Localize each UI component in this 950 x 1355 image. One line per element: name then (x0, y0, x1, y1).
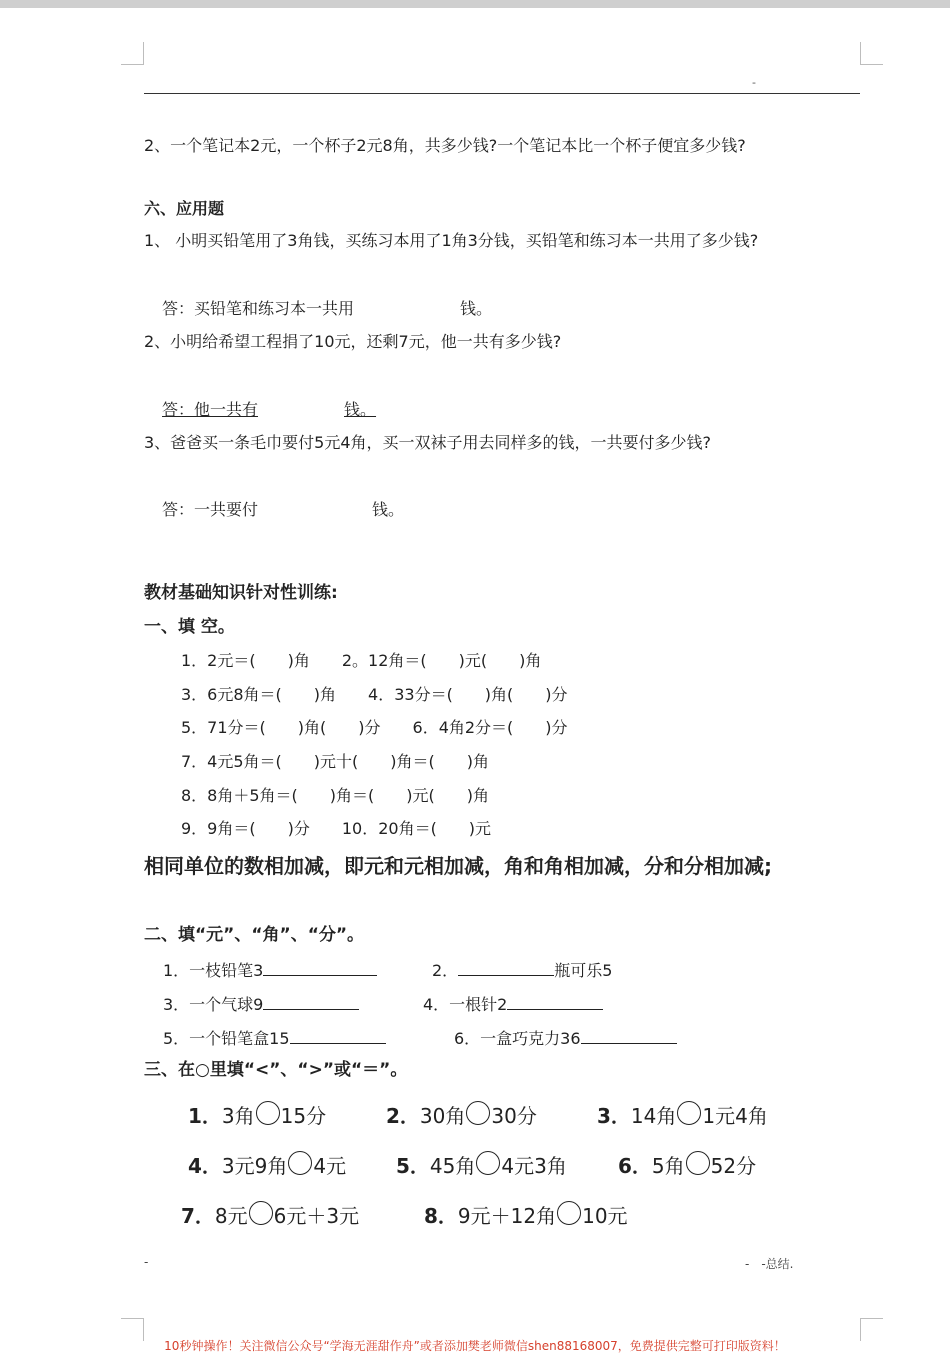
section6-answer-3 (162, 500, 404, 520)
compare-item-1: 1．3角 15分 (188, 1101, 326, 1129)
crop-mark-top-left (121, 42, 144, 65)
answer-3-prefix: 答：一共要付 (162, 500, 259, 519)
compare-circle[interactable] (249, 1201, 273, 1225)
fill-item-row: 5．71分＝( )角( )分 6．4角2分＝( )分 (181, 718, 568, 737)
compare-circle[interactable] (557, 1201, 581, 1225)
fill-item-row: 7．4元5角＝( )元十( )角＝( )角 (181, 752, 489, 771)
compare-circle[interactable] (256, 1101, 280, 1125)
crop-mark-top-right (860, 42, 883, 65)
compare-item-5: 5．45角 4元3角 (396, 1151, 567, 1179)
fill-item-row: 8．8角＋5角＝( )角＝( )元( )角 (181, 786, 489, 805)
rule-statement: 相同单位的数相加减，即元和元相加减，角和角相加减，分和分相加减; (144, 854, 772, 878)
compare-item-8: 8．9元＋12角 10元 (424, 1201, 628, 1229)
footer-left-mark: - (144, 1255, 149, 1269)
promo-banner: 10秒钟操作！关注微信公众号“学海无涯甜作舟”或者添加樊老师微信shen88168007，免费提供完整可打印版资料！ (164, 1339, 786, 1353)
part2-item-2: 2． 瓶可乐5 (432, 961, 613, 980)
blank-line (263, 959, 377, 976)
part2-item-6: 6．一盒巧克力36 (454, 1027, 677, 1049)
compare-circle[interactable] (288, 1151, 312, 1175)
fill-item-row: 1．2元＝( )角 2。12角＝( )元( )角 (181, 651, 542, 670)
blank-line (507, 993, 603, 1010)
part2-item-4: 4．一根针2 (423, 993, 603, 1015)
answer-1-prefix: 答：买铅笔和练习本一共用 (162, 299, 355, 318)
part2-item-5: 5．一个铅笔盒15 (163, 1027, 386, 1049)
answer-2-prefix: 答：他一共有 (162, 400, 259, 419)
part3-title: 三、在○里填“<”、“>”或“＝”。 (144, 1060, 408, 1080)
section6-answer-2 (162, 400, 376, 420)
compare-item-4: 4．3元9角 4元 (188, 1151, 346, 1179)
part2-title: 二、填“元”、“角”、“分”。 (144, 925, 365, 945)
part2-item-3: 3．一个气球9 (163, 993, 359, 1015)
compare-item-7: 7．8元 6元＋3元 (181, 1201, 359, 1229)
fill-item-row: 3．6元8角＝( )角 4．33分＝( )角( )分 (181, 685, 568, 704)
answer-1-suffix: 钱。 (460, 299, 493, 318)
blank-line (290, 1027, 386, 1044)
blank-line (458, 959, 554, 976)
training-title: 教材基础知识针对性训练: (144, 583, 338, 603)
compare-item-3: 3．14角 1元4角 (597, 1101, 768, 1129)
compare-circle[interactable] (466, 1101, 490, 1125)
blank-line (263, 993, 359, 1010)
answer-2-suffix: 钱。 (344, 400, 377, 419)
compare-circle[interactable] (686, 1151, 710, 1175)
section6-question-3: 3、爸爸买一条毛巾要付5元4角，买一双袜子用去同样多的钱，一共要付多少钱? (144, 433, 712, 452)
part1-title: 一、填 空。 (144, 617, 235, 637)
section6-answer-1 (162, 299, 492, 319)
compare-circle[interactable] (677, 1101, 701, 1125)
header-rule (144, 93, 860, 94)
footer-summary: - -总结. (745, 1257, 794, 1271)
compare-circle[interactable] (476, 1151, 500, 1175)
section6-question-1: 1、 小明买铅笔用了3角钱，买练习本用了1角3分钱，买铅笔和练习本一共用了多少钱? (144, 231, 759, 250)
part2-item-1: 1．一枝铅笔3 (163, 959, 377, 981)
fill-item-row: 9．9角＝( )分 10．20角＝( )元 (181, 819, 492, 838)
section6-question-2: 2、小明给希望工程捐了10元，还剩7元，他一共有多少钱? (144, 332, 562, 351)
compare-item-6: 6．5角 52分 (618, 1151, 756, 1179)
viewer-top-bar (0, 0, 950, 8)
blank-line (581, 1027, 677, 1044)
answer-3-suffix: 钱。 (372, 500, 405, 519)
compare-item-2: 2．30角 30分 (386, 1101, 537, 1129)
prev-question-2: 2、一个笔记本2元，一个杯子2元8角，共多少钱?一个笔记本比一个杯子便宜多少钱? (144, 136, 746, 155)
section6-title: 六、应用题 (144, 199, 225, 218)
header-mark: - (752, 76, 756, 89)
